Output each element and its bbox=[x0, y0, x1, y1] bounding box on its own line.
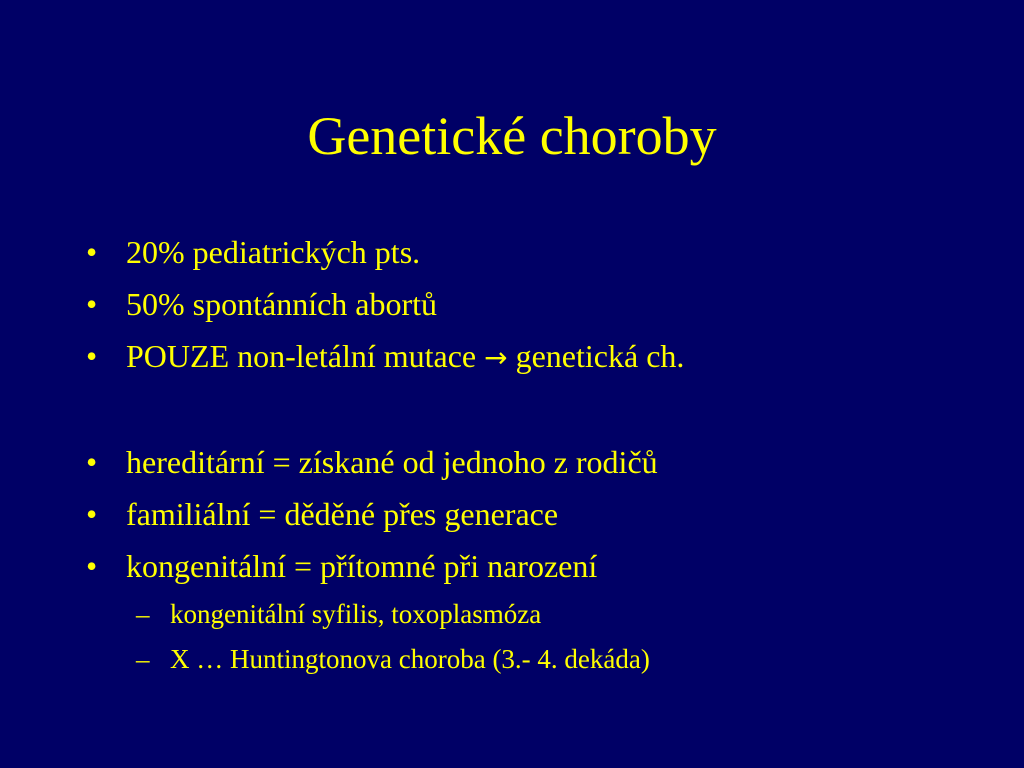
bullet-text: familiální = děděné přes generace bbox=[126, 496, 559, 532]
bullet-icon: • bbox=[86, 338, 98, 374]
dash-icon: – bbox=[136, 644, 150, 674]
bullet-item bbox=[86, 278, 986, 330]
sub-bullet-item bbox=[86, 637, 986, 682]
bullet-text-part: POUZE non-letální mutace bbox=[126, 338, 485, 374]
bullet-text: 20% pediatrických pts. bbox=[126, 234, 421, 270]
sub-bullet-item bbox=[86, 592, 986, 637]
bullet-text: 50% spontánních abortů bbox=[126, 286, 438, 322]
bullet-icon: • bbox=[86, 496, 98, 532]
bullet-icon: • bbox=[86, 286, 98, 322]
slide-title: Genetické choroby bbox=[307, 106, 717, 166]
bullet-item bbox=[86, 226, 986, 278]
arrow-right-icon: → bbox=[484, 341, 508, 374]
bullet-item bbox=[86, 330, 986, 384]
bullet-text: hereditární = získané od jednoho z rodičů bbox=[126, 444, 658, 480]
bullet-text-part: genetická ch. bbox=[507, 338, 685, 374]
bullet-item bbox=[86, 436, 986, 488]
bullet-item bbox=[86, 488, 986, 540]
bullet-item bbox=[86, 540, 986, 592]
bullet-list bbox=[86, 226, 986, 682]
sub-bullet-text: kongenitální syfilis, toxoplasmóza bbox=[170, 599, 542, 629]
bullet-icon: • bbox=[86, 234, 98, 270]
bullet-icon: • bbox=[86, 548, 98, 584]
dash-icon: – bbox=[136, 599, 150, 629]
sub-bullet-text: X … Huntingtonova choroba (3.- 4. dekáda) bbox=[170, 644, 650, 674]
bullet-text: kongenitální = přítomné při narození bbox=[126, 548, 598, 584]
bullet-icon: • bbox=[86, 444, 98, 480]
